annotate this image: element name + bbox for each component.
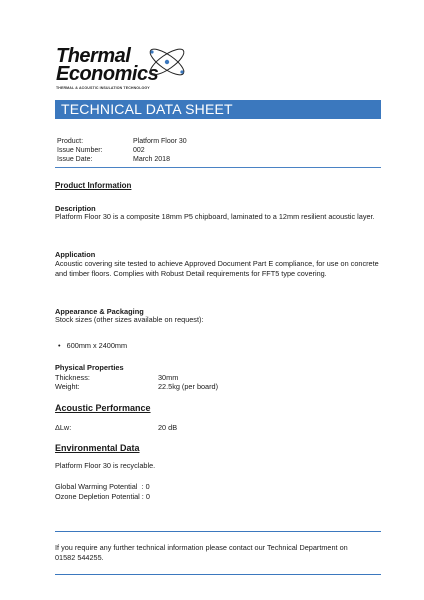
list-item: [58, 341, 127, 350]
subheading-appearance-packaging: Appearance & Packaging: [55, 307, 144, 316]
meta-key: Issue Date:: [57, 156, 93, 163]
property-value-weight: 22.5kg (per board): [158, 382, 219, 391]
atom-orbit-icon: [144, 40, 190, 84]
logo-line-1: Thermal: [56, 45, 131, 67]
section-heading-product-information: Product Information: [55, 181, 132, 190]
logo-tagline: THERMAL & ACOUSTIC INSULATION TECHNOLOGY: [56, 86, 150, 90]
divider: [55, 167, 381, 168]
bullet-icon: •: [58, 341, 67, 350]
meta-value: 002: [133, 147, 145, 154]
footer-divider-top: [55, 531, 381, 532]
packaging-text: Stock sizes (other sizes available on request):: [55, 315, 204, 324]
footer-contact-text: If you require any further technical information please contact our Technical Department on 01582 544255.: [55, 543, 348, 563]
stock-size: 600mm x 2400mm: [66, 341, 128, 350]
acoustic-label: ΔLw:: [55, 423, 72, 432]
section-heading-acoustic-performance: Acoustic Performance: [55, 403, 151, 413]
global-warming-potential: Global Warming Potential : 0: [55, 482, 150, 491]
meta-value: Platform Floor 30: [133, 138, 187, 145]
subheading-application: Application: [55, 250, 96, 259]
subheading-physical-properties: Physical Properties: [55, 363, 124, 372]
application-text: Acoustic covering site tested to achieve Approved Document Part E compliance, for use on concrete and timber floors. Complies with Robust Detail requirements for FFT5 type covering.: [55, 259, 379, 279]
description-text: Platform Floor 30 is a composite 18mm P5 chipboard, laminated to a 12mm resilient acoustic layer.: [55, 212, 375, 221]
property-label-thickness: Thickness:: [55, 373, 90, 382]
meta-key: Product:: [57, 138, 84, 145]
company-logo: [56, 40, 186, 92]
title-banner: [55, 100, 381, 119]
banner-title: TECHNICAL DATA SHEET: [61, 101, 233, 117]
section-heading-environmental-data: Environmental Data: [55, 443, 140, 453]
footer-divider-bottom: [55, 574, 381, 575]
subheading-description: Description: [55, 204, 96, 213]
logo-line-2: Economics: [56, 63, 159, 85]
ozone-depletion-potential: Ozone Depletion Potential : 0: [55, 492, 150, 501]
acoustic-value: 20 dB: [158, 423, 178, 432]
meta-key: Issue Number:: [57, 147, 103, 154]
recyclable-text: Platform Floor 30 is recyclable.: [55, 461, 156, 470]
property-label-weight: Weight:: [55, 382, 80, 391]
meta-value: March 2018: [133, 156, 170, 163]
property-value-thickness: 30mm: [158, 373, 179, 382]
